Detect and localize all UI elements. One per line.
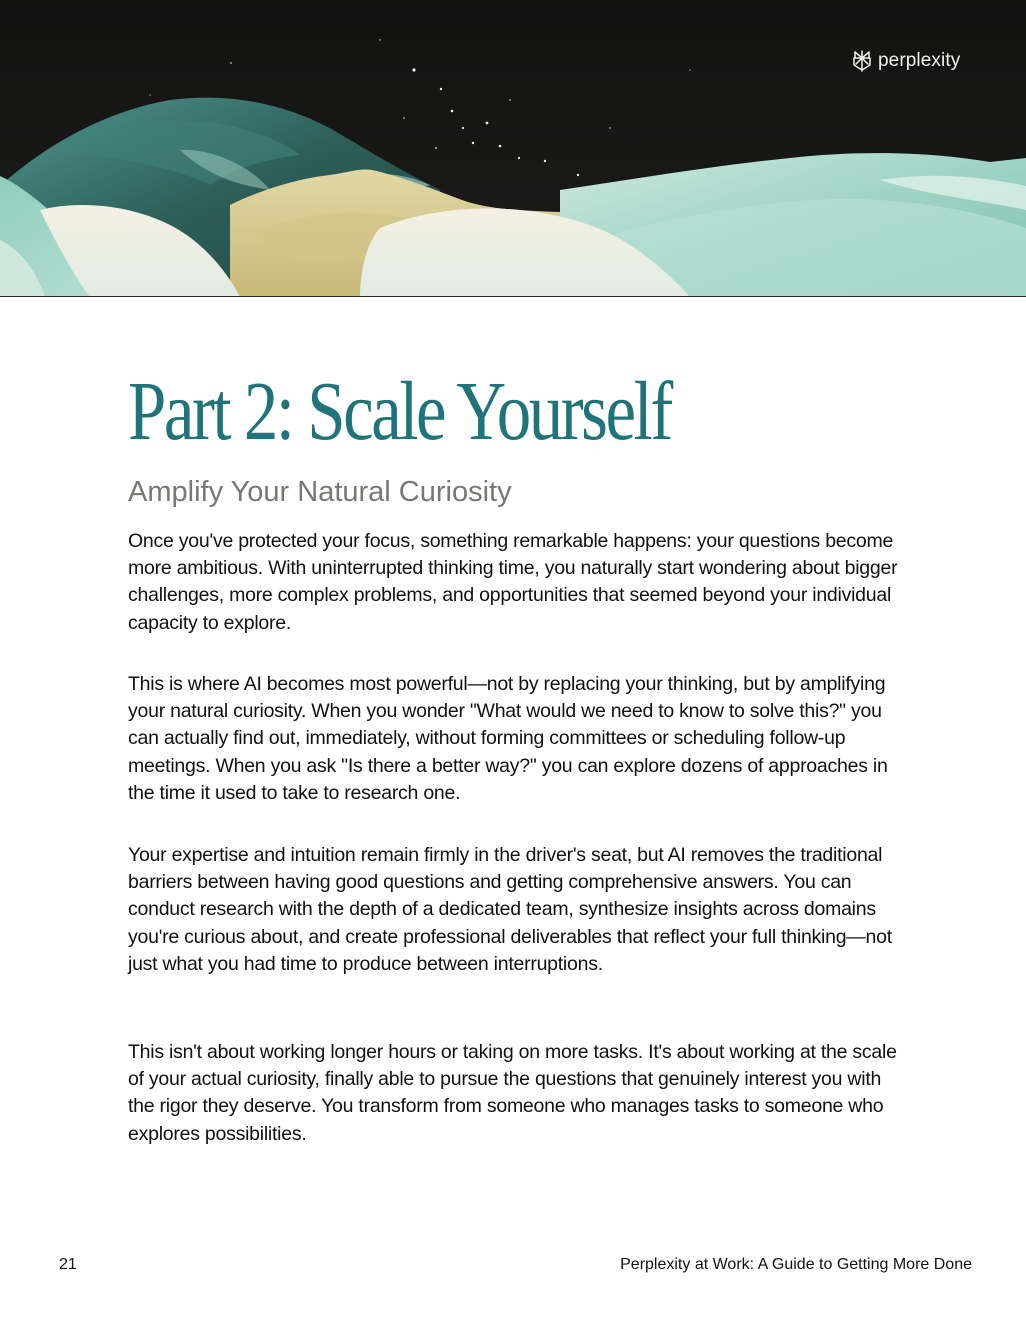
section-subtitle: Amplify Your Natural Curiosity: [128, 476, 512, 508]
footer-document-title: Perplexity at Work: A Guide to Getting More Done: [620, 1256, 972, 1273]
mountain-landscape-image: [0, 0, 1026, 297]
page-number: 21: [59, 1256, 77, 1273]
body-paragraph: Once you've protected your focus, something remarkable happens: your questions become more ambitious. With uninterrupted thinking time, you naturally start wondering about bigger challenges, more complex problems, and opportunities that seemed beyond your individual capacity to explore.: [128, 530, 898, 634]
page-title: Part 2: Scale Yourself: [128, 365, 671, 458]
body-paragraph: This is where AI becomes most powerful—not by replacing your thinking, but by amplifying your natural curiosity. When you wonder "What would we need to know to solve this?" you can actually find out, immediately, without forming committees or scheduling follow-up meetings. When you ask "Is there a better way?" you can explore dozens of approaches in the time it used to take to research one.: [128, 673, 888, 804]
perplexity-logo-icon: [852, 50, 872, 72]
brand-name: perplexity: [878, 50, 961, 71]
brand-logo: [852, 50, 960, 72]
body-paragraph: Your expertise and intuition remain firmly in the driver's seat, but AI removes the traditional barriers between having good questions and getting comprehensive answers. You can conduct research with the depth of a dedicated team, synthesize insights across domains you're curious about, and create professional deliverables that reflect your full thinking—not just what you had time to produce between interruptions.: [128, 844, 892, 975]
body-paragraph: This isn't about working longer hours or taking on more tasks. It's about working at the scale of your actual curiosity, finally able to pursue the questions that genuinely interest you with the rigor they deserve. You transform from someone who manages tasks to someone who explores possibilities.: [128, 1041, 897, 1145]
hero-illustration: [0, 0, 1026, 297]
